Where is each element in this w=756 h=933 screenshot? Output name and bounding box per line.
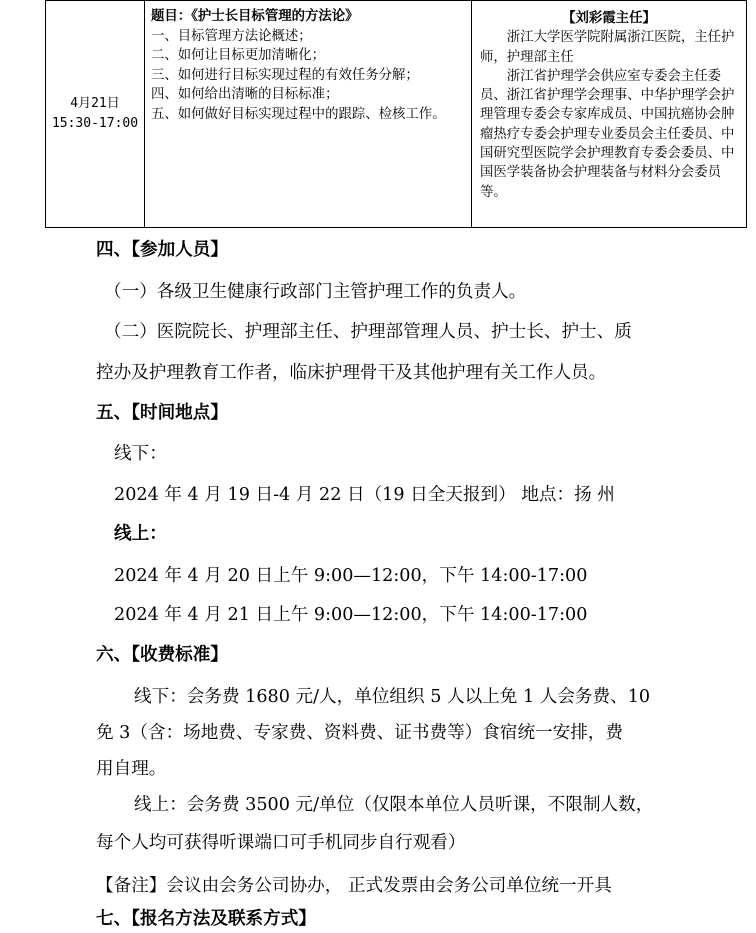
- speaker-name: 【刘彩霞主任】: [562, 11, 656, 26]
- schedule-table: [45, 0, 747, 228]
- topic-item: 一、目标管理方法论概述；: [151, 28, 312, 44]
- topic-item: 二、如何让目标更加清晰化；: [151, 48, 326, 63]
- offline-date-place: 2024 年 4 月 19 日-4 月 22 日（19 日全天报到） 地点：扬 州: [114, 485, 615, 505]
- section-heading-registration: 七、【报名方法及联系方式】: [96, 908, 316, 929]
- speaker-roles: 浙江省护理学会供应室专委会主任委员、浙江省护理学会理事、中华护理学会护理管理专委会专家库成员、中国抗癌协会肿瘤热疗专委会护理专业委员会主任委员、中国研究型医院学会护理教育专委会委员、中国医学装备协会护理装备与材料分会委员等。: [480, 68, 735, 200]
- offline-fee-line2: 免 3（含：场地费、专家费、资料费、证书费等）食宿统一安排，费: [96, 723, 624, 743]
- session-time-cell: [46, 1, 145, 228]
- section-heading-participants: 四、【参加人员】: [96, 239, 228, 260]
- topic-item: 四、如何给出清晰的目标标准；: [151, 87, 339, 102]
- participants-item-1: （一）各级卫生健康行政部门主管护理工作的负责人。: [104, 282, 527, 302]
- section-heading-fees: 六、【收费标准】: [96, 644, 228, 665]
- offline-label: 线下：: [114, 444, 167, 464]
- online-schedule-day1: 2024 年 4 月 20 日上午 9:00—12:00，下午 14:00-17:00: [114, 566, 588, 586]
- session-hours: 15:30-17:00: [51, 116, 139, 131]
- topic-title: 题目：《护士长目标管理的方法论》: [151, 9, 359, 24]
- topic-item: 五、如何做好目标实现过程中的跟踪、检核工作。: [151, 106, 446, 122]
- participants-item-2-line1: （二）医院院长、护理部主任、护理部管理人员、护士长、护士、质: [104, 322, 632, 342]
- schedule-row: [46, 1, 747, 228]
- section-heading-time-place: 五、【时间地点】: [96, 402, 228, 423]
- topic-item: 三、如何进行目标实现过程的有效任务分解；: [151, 67, 419, 83]
- speaker-cell: [472, 1, 747, 228]
- session-date: 4月21日: [70, 96, 120, 111]
- offline-fee-line1: 线下：会务费 1680 元/人，单位组织 5 人以上免 1 人会务费、10: [134, 687, 651, 707]
- offline-fee-line3: 用自理。: [96, 759, 167, 779]
- online-label: 线上：: [114, 523, 167, 544]
- online-schedule-day2: 2024 年 4 月 21 日上午 9:00—12:00，下午 14:00-17:00: [114, 605, 588, 625]
- session-topic-cell: [145, 1, 472, 228]
- invoice-note: 【备注】会议由会务公司协办， 正式发票由会务公司单位统一开具: [96, 876, 612, 896]
- online-fee-line2: 每个人均可获得听课端口可手机同步自行观看）: [96, 833, 466, 853]
- online-fee-line1: 线上：会务费 3500 元/单位（仅限本单位人员听课，不限制人数，: [134, 795, 654, 815]
- speaker-title: 浙江大学医学院附属浙江医院，主任护师，护理部主任: [480, 30, 735, 65]
- participants-item-2-line2: 控办及护理教育工作者，临床护理骨干及其他护理有关工作人员。: [96, 363, 607, 383]
